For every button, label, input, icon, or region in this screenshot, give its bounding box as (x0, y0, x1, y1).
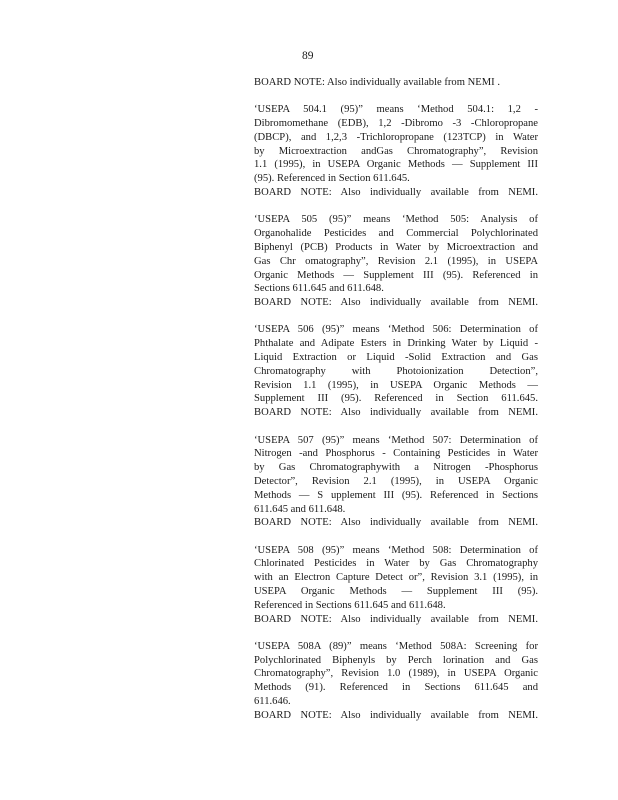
definition-line: by Gas Chromatographywith a Nitrogen -Phosphorus (254, 462, 538, 474)
definition-line: ‘USEPA 508 (95)” means ‘Method 508: Determination of (254, 544, 538, 556)
definition-line: USEPA Organic Methods — Supplement III (95). (254, 586, 538, 597)
definition-entry (254, 323, 538, 420)
definition-line: Nitrogen -and Phosphorus - Containing Pesticides in Water (254, 448, 538, 460)
definition-line: Referenced in Sections 611.645 and 611.648. (254, 599, 446, 611)
board-note-line: BOARD NOTE: Also individually available from NEMI . (254, 77, 500, 88)
definition-entry (254, 213, 538, 310)
definition-line: ‘USEPA 507 (95)” means ‘Method 507: Determination of (254, 434, 538, 446)
definition-line: (DBCP), and 1,2,3 -Trichloropropane (123TCP) in Water (254, 131, 538, 143)
definition-line: Gas Chr omatography”, Revision 2.1 (1995), in USEPA (254, 255, 538, 267)
definition-line: ‘USEPA 506 (95)” means ‘Method 506: Determination of (254, 324, 538, 336)
definition-line: Detector”, Revision 2.1 (1995), in USEPA Organic (254, 475, 538, 487)
page-number: 89 (302, 50, 314, 62)
definition-entry (254, 640, 538, 723)
definition-line: Chromatography with Photoionization Detection”, (254, 365, 538, 377)
definition-line: Sections 611.645 and 611.648. (254, 283, 384, 295)
definition-line: by Microextraction andGas Chromatography”, Revision (254, 145, 538, 157)
definition-line: with an Electron Capture Detect or”, Revision 3.1 (1995), in (254, 572, 538, 584)
board-note-line: BOARD NOTE: Also individually available from NEMI. (254, 613, 538, 625)
board-note-line: BOARD NOTE: Also individually available from NEMI. (254, 297, 538, 309)
definition-line: Supplement III (95). Referenced in Section 611.645. (254, 393, 538, 405)
definition-line: Organic Methods — Supplement III (95). Referenced in (254, 269, 538, 281)
definition-line: Polychlorinated Biphenyls by Perch lorination and Gas (254, 654, 538, 666)
board-note-line: BOARD NOTE: Also individually available from NEMI. (254, 407, 538, 419)
definition-line: Biphenyl (PCB) Products in Water by Microextraction and (254, 241, 538, 253)
definition-line: ‘USEPA 504.1 (95)” means ‘Method 504.1: 1,2 - (254, 104, 538, 116)
definition-line: Chromatography”, Revision 1.0 (1989), in USEPA Organic (254, 668, 538, 680)
definition-line: Dibromomethane (EDB), 1,2 -Dibromo -3 -Chloropropane (254, 118, 538, 130)
definition-entry (254, 103, 538, 200)
definition-line: ‘USEPA 505 (95)” means ‘Method 505: Analysis of (254, 214, 538, 226)
definition-line: Chlorinated Pesticides in Water by Gas Chromatography (254, 558, 538, 570)
document-body (254, 76, 538, 723)
definition-line: 611.646. (254, 696, 291, 708)
board-note-line: BOARD NOTE: Also individually available from NEMI. (254, 187, 538, 199)
definition-line: Liquid Extraction or Liquid -Solid Extraction and Gas (254, 352, 538, 364)
definition-line: Organohalide Pesticides and Commercial Polychlorinated (254, 228, 538, 240)
board-note-line: BOARD NOTE: Also individually available from NEMI. (254, 709, 538, 721)
definition-line: 611.645 and 611.648. (254, 503, 346, 515)
definition-entry (254, 434, 538, 531)
definition-entry (254, 76, 538, 90)
definition-line: ‘USEPA 508A (89)” means ‘Method 508A: Screening for (254, 640, 538, 652)
definition-line: Phthalate and Adipate Esters in Drinking Water by Liquid - (254, 338, 538, 350)
board-note-line: BOARD NOTE: Also individually available from NEMI. (254, 517, 538, 529)
definition-line: Methods (91). Referenced in Sections 611.645 and (254, 682, 538, 694)
definition-line: Revision 1.1 (1995), in USEPA Organic Methods — (254, 379, 538, 391)
definition-line: (95). Referenced in Section 611.645. (254, 173, 410, 185)
definition-line: 1.1 (1995), in USEPA Organic Methods — Supplement III (254, 159, 538, 171)
definition-entry (254, 544, 538, 627)
definition-line: Methods — S upplement III (95). Referenced in Sections (254, 489, 538, 501)
